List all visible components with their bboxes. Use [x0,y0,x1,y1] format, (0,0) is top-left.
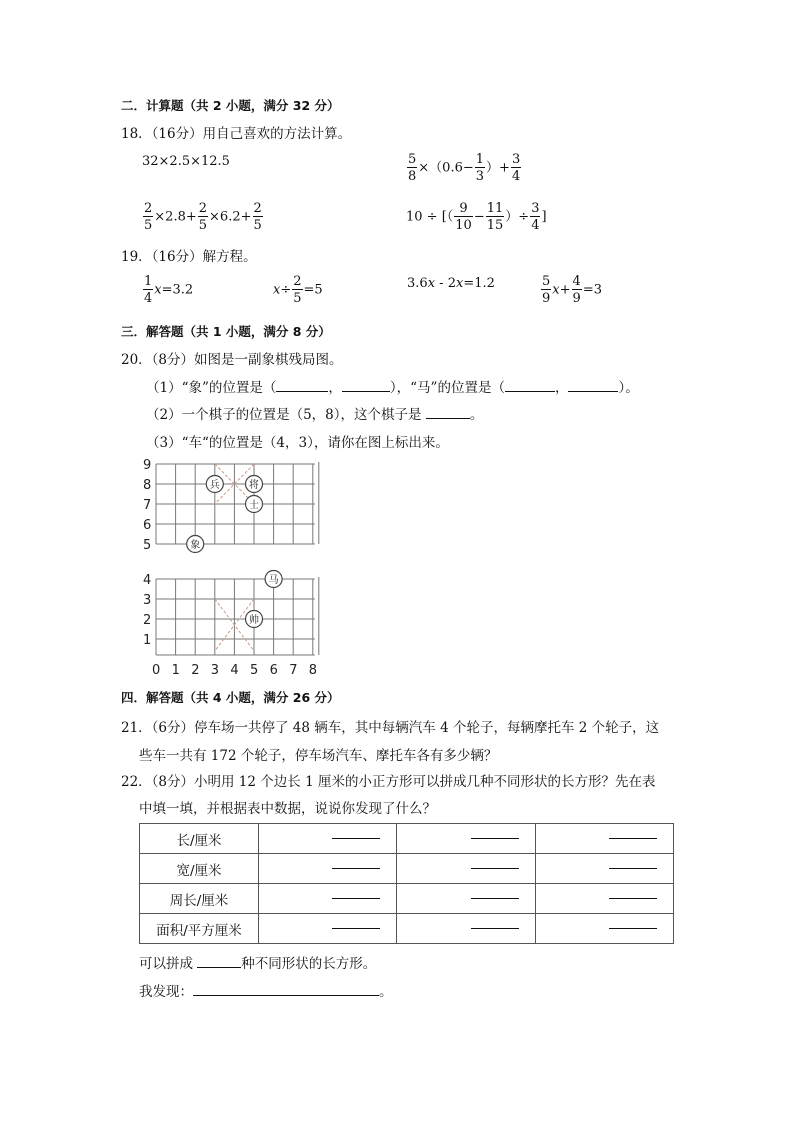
expression-18-3: $\frac{2}{5}$ ×2.8+ $\frac{2}{5}$ ×6.2+ $\frac{2}{5}$ [144,201,262,233]
svg-text:将: 将 [249,480,259,491]
question-22-line-1: 22．（8分）小明用 12 个边长 1 厘米的小正方形可以拼成几种不同形状的长方形？先在表 [121,774,656,790]
table-cell[interactable] [259,914,397,944]
answer-blank[interactable] [276,391,328,392]
question-18-stem: 18．（16分）用自己喜欢的方法计算。 [121,126,352,142]
section-3-heading: 三．解答题（共 1 小题，满分 8 分） [121,324,331,339]
expression-18-1: 32×2.5×12.5 [142,154,230,169]
svg-text:兵: 兵 [209,480,220,491]
question-22-line-2: 中填一填，并根据表中数据，说说你发现了什么？ [139,801,436,817]
table-cell[interactable] [259,854,397,884]
table-row [140,914,674,944]
table-cell[interactable] [259,824,397,854]
y-tick-label: 5 [143,538,152,553]
row-header: 面积/平方厘米 [140,914,259,944]
table-row [140,824,674,854]
answer-blank[interactable] [197,967,241,968]
table-cell[interactable] [397,914,535,944]
table-cell[interactable] [535,854,673,884]
table-cell[interactable] [397,824,535,854]
chess-piece [265,571,282,588]
question-22-finding-line: 我发现： 。 [139,984,393,1000]
x-tick-label: 3 [210,663,220,678]
answer-blank[interactable] [568,391,618,392]
equation-19-1: $\frac{1}{4}$ x=3.2 [144,274,194,306]
expression-18-4: 10 ÷ [（ $\frac{9}{10}$ − $\frac{11}{15}$ ）÷ $\frac{3}{4}$ ] [406,201,547,233]
table-row [140,854,674,884]
x-tick-label: 8 [308,663,318,678]
equation-19-4: $\frac{5}{9}$ x+ $\frac{4}{9}$ =3 [542,274,602,306]
svg-text:士: 士 [249,500,259,511]
expression-18-2: $\frac{5}{8}$ ×（0.6− $\frac{1}{3}$ ）+ $\frac{3}{4}$ [408,152,521,184]
svg-text:帅: 帅 [249,615,259,626]
y-tick-label: 7 [143,498,152,513]
svg-text:马: 马 [268,575,279,586]
question-20-part-3: （3）“车“的位置是（4，3），请你在图上标出来。 [146,435,449,451]
answer-blank[interactable] [426,418,470,419]
row-header: 周长/厘米 [140,884,259,914]
chess-piece [187,536,204,553]
table-cell[interactable] [535,884,673,914]
chess-piece [246,476,263,493]
y-tick-label: 1 [143,633,152,648]
table-cell[interactable] [535,824,673,854]
table-cell[interactable] [397,884,535,914]
y-tick-label: 4 [143,573,152,588]
equation-19-3: 3.6x - 2x=1.2 [407,276,495,291]
question-21-line-1: 21．（6分）停车场一共停了 48 辆车，其中每辆汽车 4 个轮子，每辆摩托车 2 个轮子，这 [121,720,660,736]
x-tick-label: 7 [289,663,298,678]
chess-piece [246,496,263,513]
question-20-part-1: （1）“象”的位置是（ ， ），“马”的位置是（ ， ）。 [146,380,639,396]
row-header: 宽/厘米 [140,854,259,884]
equation-19-2: x÷ $\frac{2}{5}$ =5 [273,274,323,306]
section-4-heading: 四．解答题（共 4 小题，满分 26 分） [121,690,340,705]
table-row [140,884,674,914]
answer-blank[interactable] [193,995,379,996]
axis-labels [143,458,317,678]
question-21-line-2: 些车一共有 172 个轮子，停车场汽车、摩托车各有多少辆？ [139,748,498,764]
y-tick-label: 3 [143,593,152,608]
board-top-half [156,462,319,544]
y-tick-label: 6 [143,518,152,533]
question-20-part-2: （2）一个棋子的位置是（5，8），这个棋子是 。 [146,407,484,423]
answer-blank[interactable] [342,391,390,392]
chess-piece [206,476,223,493]
answer-blank[interactable] [505,391,555,392]
board-bottom-half [156,577,319,655]
x-tick-label: 0 [152,663,161,678]
x-tick-label: 4 [230,663,239,678]
question-19-stem: 19．（16分）解方程。 [121,249,257,265]
y-tick-label: 9 [143,458,152,473]
chess-piece [246,611,263,628]
x-tick-label: 1 [171,663,180,678]
question-20-stem: 20．（8分）如图是一副象棋残局图。 [121,352,343,368]
y-tick-label: 8 [143,478,152,493]
question-22-count-line: 可以拼成 种不同形状的长方形。 [139,956,377,972]
rectangle-table [139,823,674,944]
table-cell[interactable] [397,854,535,884]
table-cell[interactable] [535,914,673,944]
table-cell[interactable] [259,884,397,914]
x-tick-label: 5 [250,663,259,678]
x-tick-label: 6 [269,663,278,678]
chess-board-diagram [138,455,338,680]
svg-text:象: 象 [190,540,201,551]
x-tick-label: 2 [191,663,200,678]
section-2-heading: 二．计算题（共 2 小题，满分 32 分） [121,98,340,113]
y-tick-label: 2 [143,613,152,628]
row-header: 长/厘米 [140,824,259,854]
